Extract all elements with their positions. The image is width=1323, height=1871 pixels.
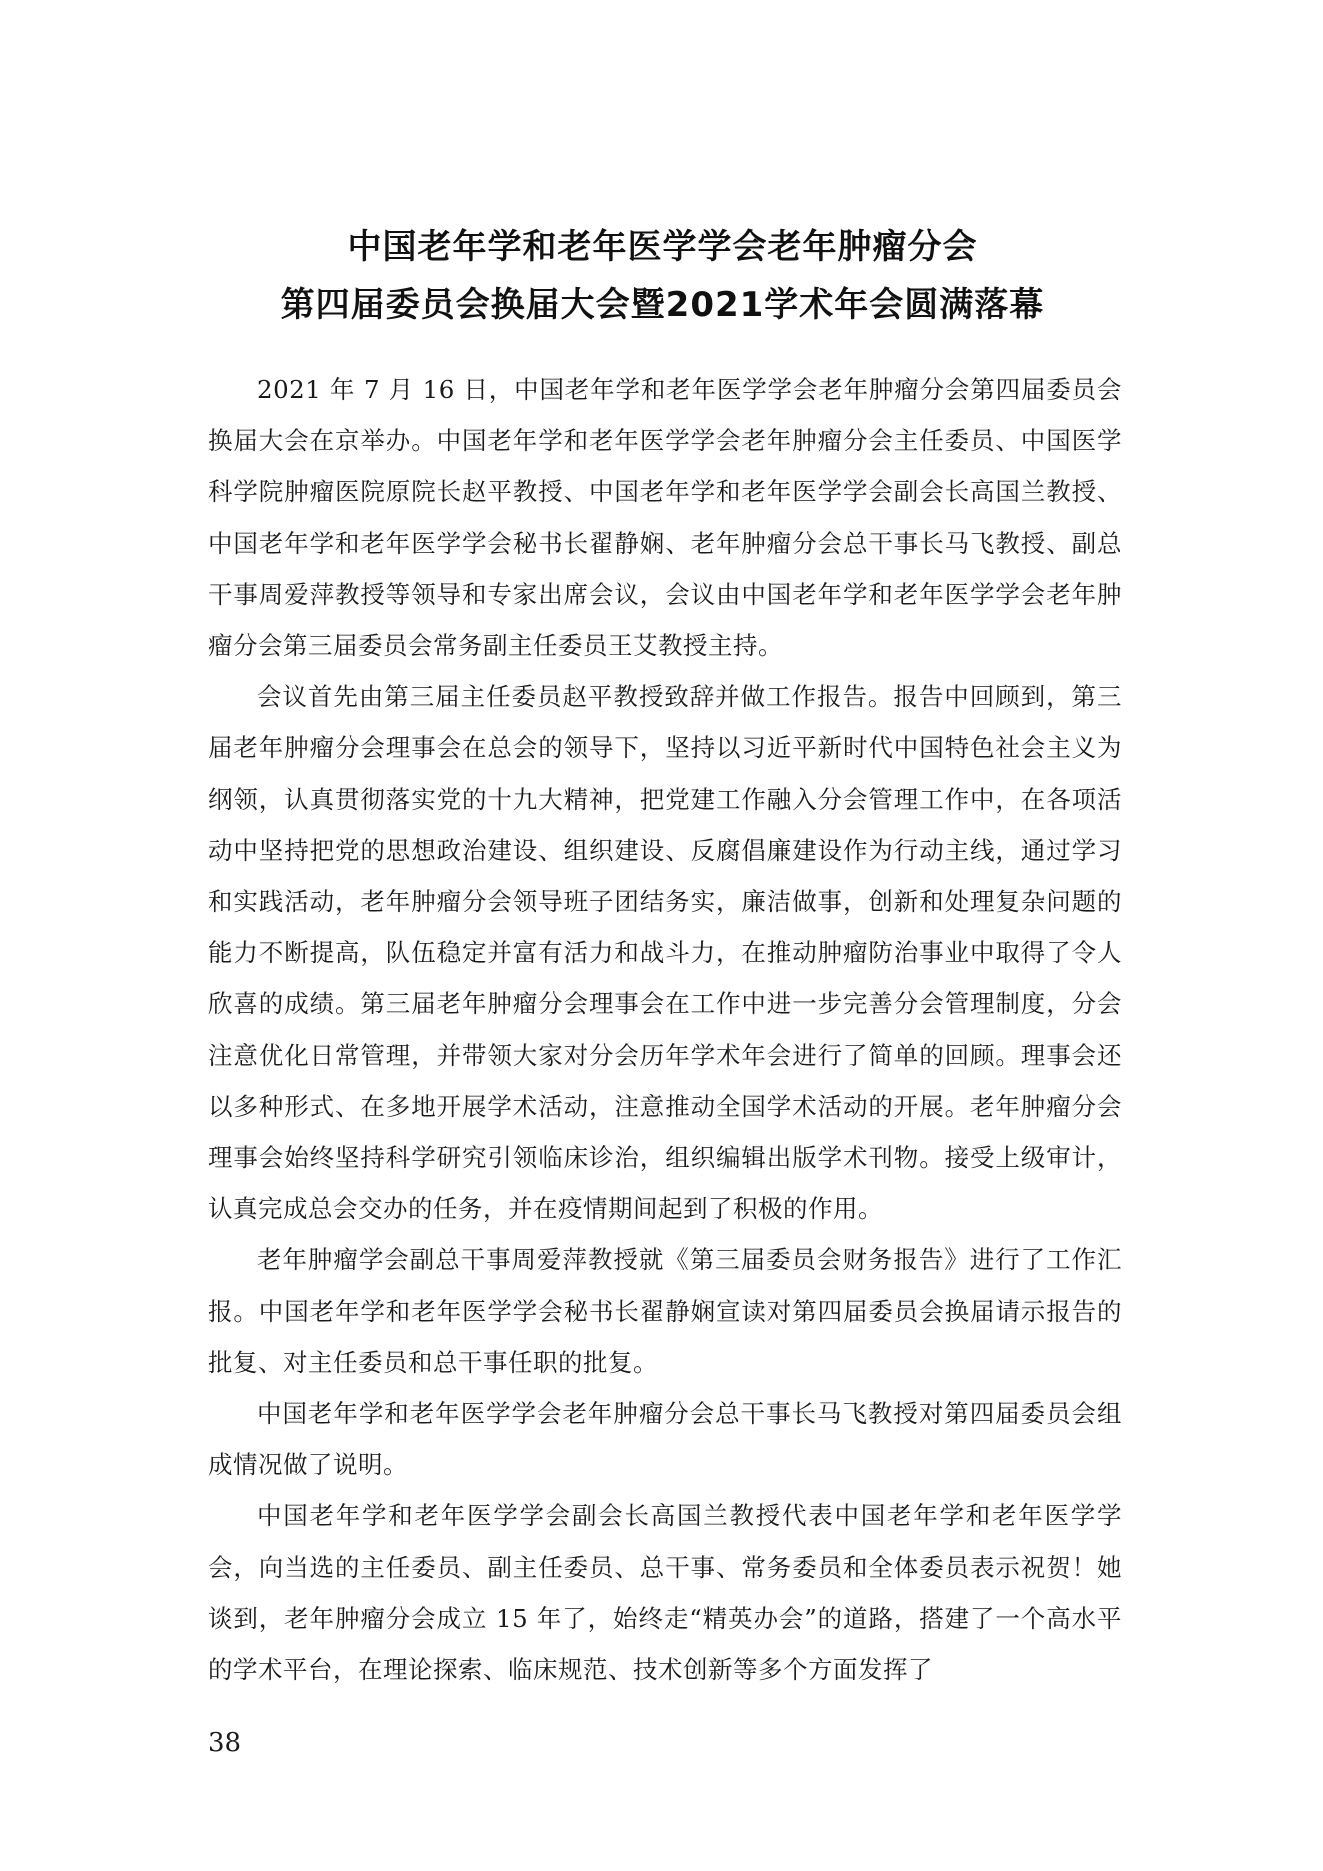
paragraph-5: 中国老年学和老年医学学会副会长高国兰教授代表中国老年学和老年医学学会，向当选的主任委员、副主任委员、总干事、常务委员和全体委员表示祝贺！她谈到，老年肿瘤分会成立 15 年了，始终走“精英办会”的道路，搭建了一个高水平的学术平台，在理论探索、临床规范、技术创新等多个方面发挥了 (208, 1501, 1122, 1685)
paragraph-1: 2021 年 7 月 16 日，中国老年学和老年医学学会老年肿瘤分会第四届委员会换届大会在京举办。中国老年学和老年医学学会老年肿瘤分会主任委员、中国医学科学院肿瘤医院原院长赵平教授、中国老年学和老年医学学会副会长高国兰教授、中国老年学和老年医学学会秘书长翟静娴、老年肿瘤分会总干事长马飞教授、副总干事周爱萍教授等领导和专家出席会议，会议由中国老年学和老年医学学会老年肿瘤分会第三届委员会常务副主任委员王艾教授主持。 (208, 375, 1122, 661)
title-line-1: 中国老年学和老年医学学会老年肿瘤分会 (347, 227, 978, 267)
paragraph-4: 中国老年学和老年医学学会老年肿瘤分会总干事长马飞教授对第四届委员会组成情况做了说明。 (208, 1399, 1122, 1480)
article-body (208, 364, 1122, 1695)
article-title (180, 218, 1145, 334)
paragraph-2: 会议首先由第三届主任委员赵平教授致辞并做工作报告。报告中回顾到，第三届老年肿瘤分会理事会在总会的领导下，坚持以习近平新时代中国特色社会主义为纲领，认真贯彻落实党的十九大精神，把党建工作融入分会管理工作中，在各项活动中坚持把党的思想政治建设、组织建设、反腐倡廉建设作为行动主线，通过学习和实践活动，老年肿瘤分会领导班子团结务实，廉洁做事，创新和处理复杂问题的能力不断提高，队伍稳定并富有活力和战斗力，在推动肿瘤防治事业中取得了令人欣喜的成绩。第三届老年肿瘤分会理事会在工作中进一步完善分会管理制度，分会注意优化日常管理，并带领大家对分会历年学术年会进行了简单的回顾。理事会还以多种形式、在多地开展学术活动，注意推动全国学术活动的开展。老年肿瘤分会理事会始终坚持科学研究引领临床诊治，组织编辑出版学术刊物。接受上级审计，认真完成总会交办的任务，并在疫情期间起到了积极的作用。 (208, 682, 1122, 1224)
title-line-2: 第四届委员会换届大会暨2021学术年会圆满落幕 (280, 285, 1045, 325)
page-number: 38 (208, 1728, 242, 1758)
paragraph-3: 老年肿瘤学会副总干事周爱萍教授就《第三届委员会财务报告》进行了工作汇报。中国老年学和老年医学学会秘书长翟静娴宣读对第四届委员会换届请示报告的批复、对主任委员和总干事任职的批复。 (208, 1245, 1122, 1377)
